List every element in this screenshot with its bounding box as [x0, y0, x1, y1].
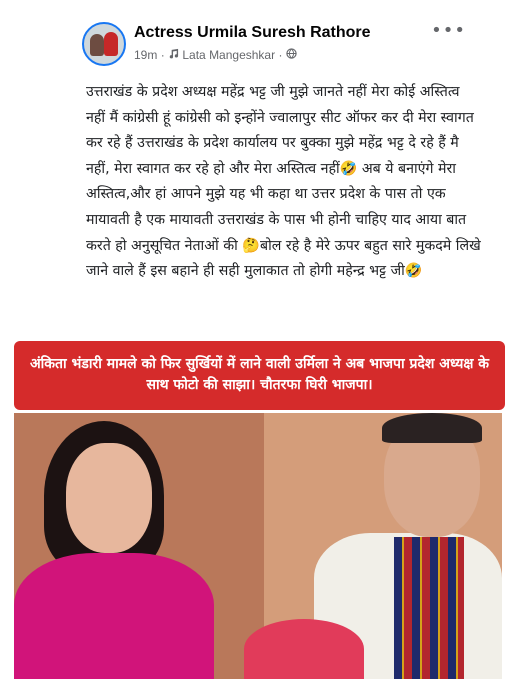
- woman-face: [66, 443, 152, 553]
- author-avatar[interactable]: [82, 22, 126, 66]
- post-author-name[interactable]: Actress Urmila Suresh Rathore: [134, 24, 371, 41]
- headline-banner: अंकिता भंडारी मामले को फिर सुर्खियों में लाने वाली उर्मिला ने अब भाजपा प्रदेश अध्यक्ष के साथ फोटो की साझा। चौतरफा घिरी भाजपा।: [14, 341, 505, 410]
- avatar-person-right: [104, 32, 118, 56]
- post-time[interactable]: 19m: [134, 47, 158, 62]
- post-body-text: उत्तराखंड के प्रदेश अध्यक्ष महेंद्र भट्ट जी मुझे जानते नहीं मेरा कोई अस्तित्व नहीं मैं कांग्रेसी हूं कांग्रेसी को इन्होंने ज्वालापुर सीट ऑफर कर दी मेरा स्वागत कर रहे हैं उत्तराखंड के प्रदेश कार्यालय पर बुक्का मुझे महेंद्र भट्ट दे रहे हैं मै नहीं, मेरा स्वागत कर रहे हो और मेरा अस्तित्व नहीं🤣 अब ये बनाएंगे मेरा अस्तित्व,और हां आपने मुझे यह भी कहा था उत्तर प्रदेश के पास तो एक मायावती है एक मायावती उत्तराखंड के पास भी होनी चाहिए याद आया बात करते हो अनुसूचित नेताओं की 🤔बोल रहे है मेरे ऊपर बहुत सारे मुकदमे लिखे जाने वाले हैं इस बहाने ही सही मुलाकात तो होगी महेन्द्र भट्ट जी🤣: [86, 84, 481, 280]
- meta-separator-2: ·: [278, 47, 283, 62]
- post-meta: [134, 47, 297, 62]
- more-options-icon[interactable]: •••: [431, 20, 466, 41]
- music-note-icon: [168, 48, 182, 62]
- facebook-post-card: [68, 14, 481, 344]
- avatar-person-left: [90, 34, 104, 56]
- man-hair: [382, 413, 482, 443]
- flower-bouquet: [244, 619, 364, 679]
- meta-separator: ·: [160, 47, 165, 62]
- post-music[interactable]: Lata Mangeshkar: [182, 47, 276, 62]
- globe-icon[interactable]: [286, 48, 297, 62]
- woman-saree: [14, 553, 214, 679]
- post-photo[interactable]: [14, 413, 502, 679]
- man-scarf: [394, 537, 464, 679]
